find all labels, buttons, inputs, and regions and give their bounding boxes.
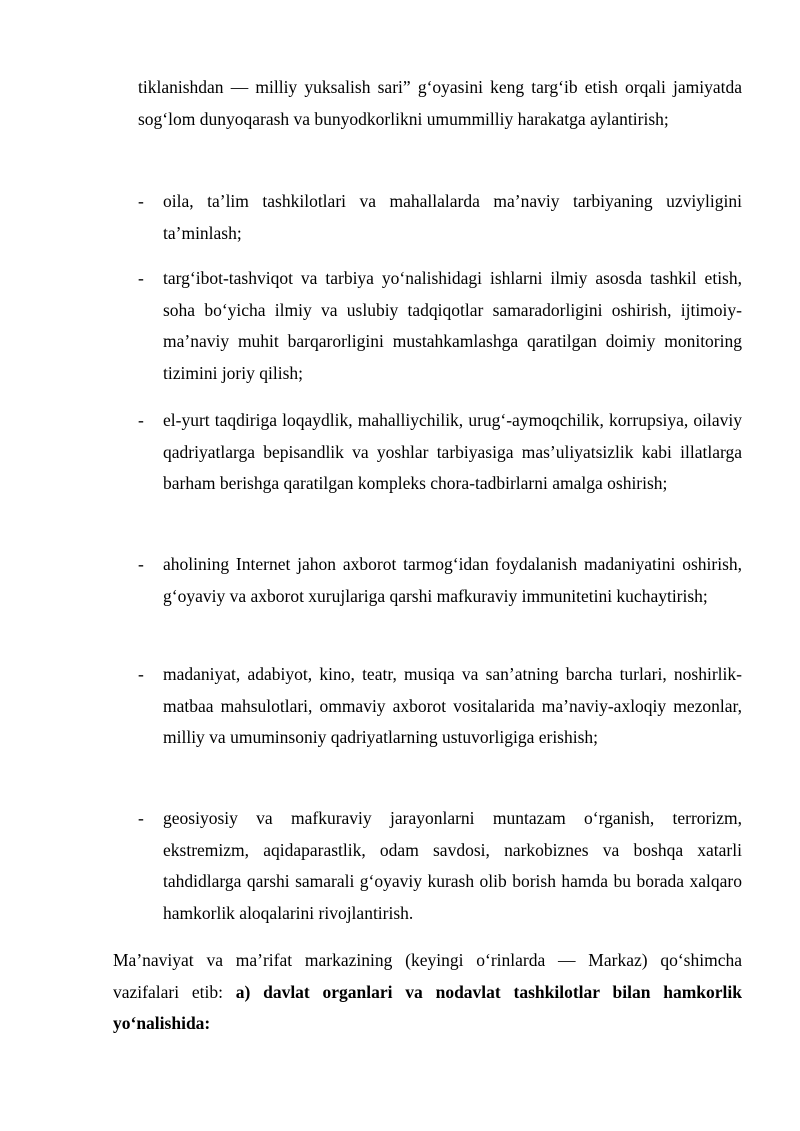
bullet-dash: - bbox=[138, 664, 144, 684]
list-item-text: el-yurt taqdiriga loqaydlik, mahalliychilik, urug‘-aymoqchilik, korrupsiya, oilaviy qadriyatlarga bepisandlik va yoshlar tarbiyasiga mas’uliyatsizlik kabi illatlarga barham berishga qaratilgan kompleks chora-tadbirlarni amalga oshirish; bbox=[163, 410, 742, 493]
list-item-text: aholining Internet jahon axborot tarmog‘idan foydalanish madaniyatini oshirish, g‘oyaviy va axborot xurujlariga qarshi mafkuraviy immunitetini kuchaytirish; bbox=[163, 554, 742, 606]
bullet-dash: - bbox=[138, 410, 144, 430]
bullet-dash: - bbox=[138, 191, 144, 211]
continuation-paragraph: tiklanishdan — milliy yuksalish sari” g‘oyasini keng targ‘ib etish orqali jamiyatda sog‘lom dunyoqarash va bunyodkorlikni umummilliy harakatga aylantirish; bbox=[138, 77, 742, 129]
list-item-text: targ‘ibot-tashviqot va tarbiya yo‘nalishidagi ishlarni ilmiy asosda tashkil etish, soha bo‘yicha ilmiy va uslubiy tadqiqotlar samaradorligini oshirish, ijtimoiy-ma’naviy muhit barqarorligini mustahkamlashga qaratilgan doimiy monitoring tizimini joriy qilish; bbox=[163, 268, 742, 383]
bullet-dash: - bbox=[138, 808, 144, 828]
list-item-text: geosiyosiy va mafkuraviy jarayonlarni muntazam o‘rganish, terrorizm, ekstremizm, aqidaparastlik, odam savdosi, narkobiznes va boshqa xatarli tahdidlarga qarshi samarali g‘oyaviy kurash olib borish hamda bu borada xalqaro hamkorlik aloqalarini rivojlantirish. bbox=[163, 808, 742, 923]
final-paragraph-text: Ma’naviyat va ma’rifat markazining (keyingi o‘rinlarda — Markaz) qo‘shimcha vazifalari etib: bbox=[113, 950, 742, 1002]
list-item-text: oila, ta’lim tashkilotlari va mahallalarda ma’naviy tarbiyaning uzviyligini ta’minlash; bbox=[163, 191, 742, 243]
bullet-dash: - bbox=[138, 554, 144, 574]
final-paragraph-bold-heading: a) davlat organlari va nodavlat tashkilotlar bilan hamkorlik yo‘nalishida: bbox=[113, 981, 743, 1033]
final-paragraph bbox=[113, 945, 742, 1040]
list-item-text: madaniyat, adabiyot, kino, teatr, musiqa va san’atning barcha turlari, noshirlik-matbaa mahsulotlari, ommaviy axborot vositalarida ma’naviy-axloqiy mezonlar, milliy va umuminsoniy qadriyatlarning ustuvorligiga erishish; bbox=[163, 664, 742, 747]
bullet-dash: - bbox=[138, 268, 144, 288]
